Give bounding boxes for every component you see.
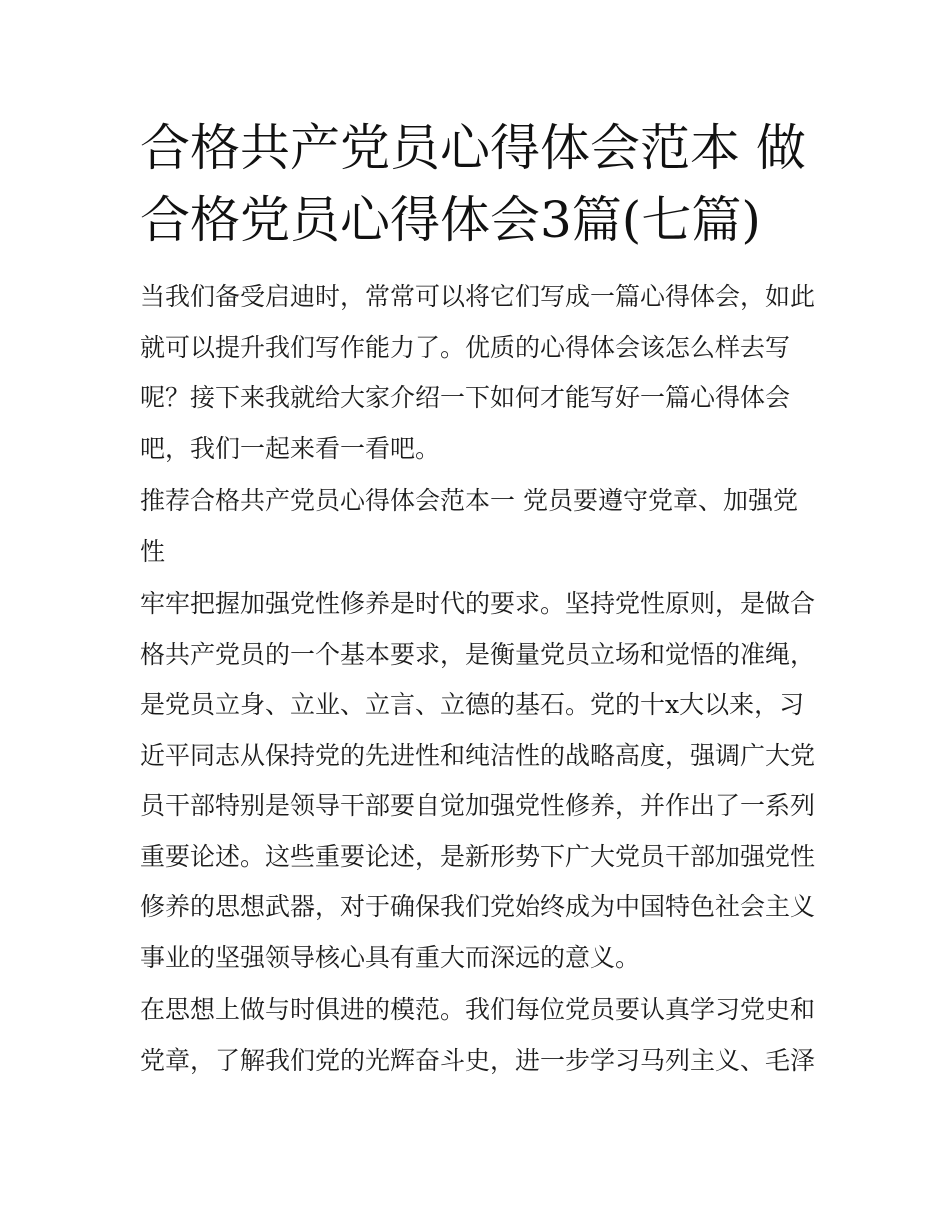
- document-page: [140, 112, 816, 1088]
- text-line: 就可以提升我们写作能力了。优质的心得体会该怎么样去写: [140, 332, 791, 362]
- text-line: 吧，我们一起来看一看吧。: [140, 433, 441, 463]
- text-line: 事业的坚强领导核心具有重大而深远的意义。: [140, 942, 641, 972]
- title-line-2: 合格党员心得体会3篇(七篇): [140, 191, 761, 249]
- text-line: 党章，了解我们党的光辉奋斗史，进一步学习马列主义、毛泽: [140, 1045, 816, 1075]
- text-line: 近平同志从保持党的先进性和纯洁性的战略高度，强调广大党: [140, 740, 816, 770]
- section-heading-paragraph: [140, 476, 812, 577]
- text-line: 推荐合格共产党员心得体会范本一 党员要遵守党章、加强党: [140, 486, 798, 515]
- text-line: 是党员立身、立业、立言、立德的基石。党的十x大以来，习: [140, 690, 805, 719]
- text-line: 修养的思想武器，对于确保我们党始终成为中国特色社会主义: [140, 892, 816, 921]
- document-body: [140, 272, 816, 1086]
- text-line: 牢牢把握加强党性修养是时代的要求。坚持党性原则，是做合: [140, 589, 816, 618]
- title-line-1: 合格共产党员心得体会范本 做: [140, 119, 806, 177]
- text-line: 格共产党员的一个基本要求，是衡量党员立场和觉悟的准绳，: [140, 639, 816, 669]
- text-line: 在思想上做与时俱进的模范。我们每位党员要认真学习党史和: [140, 995, 816, 1024]
- document-title: [140, 112, 812, 256]
- body-paragraph: [140, 985, 816, 1086]
- text-line: 呢？接下来我就给大家介绍一下如何才能写好一篇心得体会: [140, 383, 791, 412]
- intro-paragraph: [140, 272, 816, 474]
- text-line: 员干部特别是领导干部要自觉加强党性修养，并作出了一系列: [140, 791, 816, 820]
- text-line: 性: [140, 536, 166, 566]
- body-paragraph: [140, 579, 816, 983]
- text-line: 当我们备受启迪时，常常可以将它们写成一篇心得体会，如此: [140, 282, 816, 311]
- text-line: 重要论述。这些重要论述，是新形势下广大党员干部加强党性: [140, 841, 816, 871]
